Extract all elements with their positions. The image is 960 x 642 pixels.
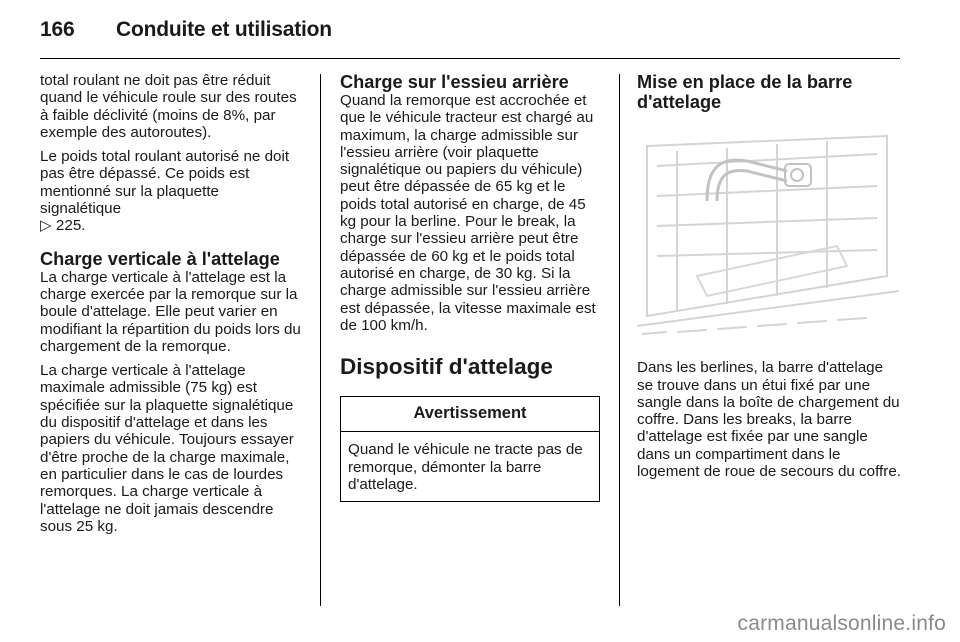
paragraph: total roulant ne doit pas être réduit quand le véhicule roule sur des routes à faible déclivité (moins de 8%, par exemple des autoroutes). — [40, 72, 297, 141]
page-title: Conduite et utilisation — [116, 18, 332, 41]
page-ref-icon: ▷ — [40, 217, 52, 235]
warning-title: Avertissement — [341, 397, 599, 432]
page-number: 166 — [40, 18, 75, 41]
column-3 — [637, 72, 901, 487]
towbar-illustration — [637, 126, 899, 339]
column-2 — [340, 72, 602, 502]
column-1 — [40, 72, 302, 542]
section-heading: Dispositif d'attelage — [340, 354, 553, 380]
paragraph: Quand la remorque est accrochée et que le véhicule tracteur est chargé au maximum, la charge admissible sur l'essieu arrière (voir plaquette signalétique ou papiers du véhicule) peut être dépassée de 65 kg et le poids total autorisé en charge, de 45 kg pour la berline. Pour le break, la charge sur l'essieu arrière peut être dépassée de 60 kg et le poids total autorisé en charge, de 30 kg. Si la charge admissible sur l'essieu arrière est dépassée, la vitesse maximale est de 100 km/h. — [340, 92, 596, 334]
warning-text: Quand le véhicule ne tracte pas de remorque, démonter la barre d'attelage. — [348, 441, 583, 494]
watermark: carmanualsonline.info — [737, 612, 946, 635]
paragraph: Dans les berlines, la barre d'attelage se trouve dans un étui fixé par une sangle dans la boîte de chargement du coffre. Dans les breaks, la barre d'attelage est fixée par une sangle dans un compartiment dans le logement de roue de secours du coffre. — [637, 359, 901, 481]
paragraph: La charge verticale à l'attelage est la charge exercée par la remorque sur la boule d'attelage. Elle peut varier en modifiant la répartition du poids lors du chargement de la remorque. — [40, 268, 301, 355]
paragraph: La charge verticale à l'attelage maximale admissible (75 kg) est spécifiée sur la plaquette signalétique du dispositif d'attelage et dans les papiers du véhicule. Toujours essayer d'être proche de la charge maximale, en particulier dans le cas de lourdes remorques. La charge verticale à l'attelage ne doit jamais descendre sous 25 kg. — [40, 362, 294, 535]
paragraph-text: Le poids total roulant autorisé ne doit pas être dépassé. Ce poids est mentionné sur la plaquette signalétique — [40, 148, 290, 218]
heading-rear-axle: Charge sur l'essieu arrière — [340, 72, 569, 92]
column-divider-1 — [320, 74, 321, 606]
heading-vertical-load: Charge verticale à l'attelage — [40, 248, 280, 269]
paragraph — [40, 148, 302, 234]
header-rule — [40, 58, 900, 59]
page-ref-link[interactable]: 225. — [55, 217, 86, 235]
column-divider-2 — [619, 74, 620, 606]
heading-setup: Mise en place de la barre d'attelage — [637, 72, 853, 112]
page-header — [40, 18, 332, 42]
warning-box — [340, 396, 600, 502]
